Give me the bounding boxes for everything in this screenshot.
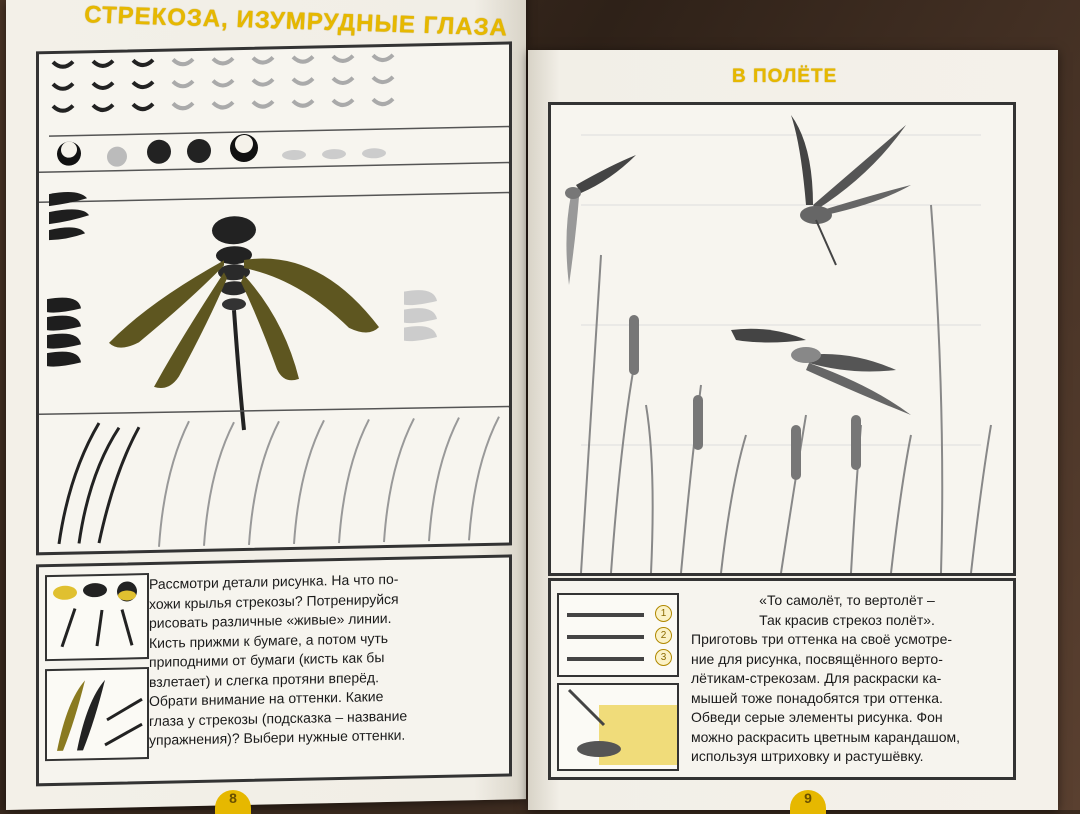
quote-line: Так красив стрекоз полёт». (759, 611, 935, 628)
practice-stroke (293, 79, 313, 84)
text-line: Приготовь три оттенка на своё усмотре- (691, 631, 953, 647)
text-line: Обведи серые элементы рисунка. Фон (691, 709, 943, 725)
dragonflies-reeds-illustration (551, 105, 1013, 573)
grass-strokes (59, 422, 139, 544)
shade-number-3: 3 (655, 649, 672, 666)
practice-stroke (93, 105, 113, 110)
practice-stroke (253, 101, 273, 106)
left-page-number (215, 790, 251, 814)
text-line: приподними от бумаги (кисть как бы (149, 649, 385, 671)
practice-stroke (173, 81, 193, 86)
practice-stroke (333, 78, 353, 83)
practice-stroke (53, 106, 73, 111)
text-line: используя штриховку и растушёвку. (691, 748, 924, 764)
practice-stroke (333, 56, 353, 61)
eye-circles (57, 131, 386, 168)
shade-number-2: 2 (655, 627, 672, 644)
practice-stroke (133, 104, 153, 109)
practice-stroke (53, 62, 73, 67)
right-page-title: В ПОЛЁТЕ (732, 66, 838, 87)
stroke-rows (53, 55, 393, 111)
left-page (6, 0, 526, 810)
practice-stroke (373, 99, 393, 104)
text-line: рисовать различные «живые» линии. (149, 609, 392, 632)
right-thumbnails (557, 593, 679, 769)
practice-stroke (173, 103, 193, 108)
left-page-number-text: 8 (229, 790, 237, 806)
practice-stroke (93, 83, 113, 88)
text-line: Обрати внимание на оттенки. Какие (149, 688, 384, 710)
dragonfly-middle (731, 329, 911, 415)
thumbnail-eyes-brushes (45, 573, 149, 661)
text-line: мышей тоже понадобятся три оттенка. (691, 689, 943, 706)
reeds (581, 205, 991, 573)
text-line: Рассмотри детали рисунка. На что по- (149, 570, 399, 593)
practice-stroke (93, 61, 113, 66)
practice-stroke (213, 102, 233, 107)
right-page-number-text: 9 (804, 790, 812, 806)
left-instruction-text (149, 568, 499, 751)
text-line: глаза у стрекозы (подсказка – название (149, 707, 408, 729)
thumbnail-wing-brushes (45, 667, 149, 761)
right-instruction-box (548, 578, 1016, 780)
shade-number-1: 1 (655, 605, 672, 622)
text-line: хожи крылья стрекозы? Потренируйся (149, 590, 399, 612)
dragonfly-drawing (109, 213, 379, 433)
practice-stroke (253, 79, 273, 84)
left-illustration-frame (36, 41, 512, 555)
tapered-strokes (47, 192, 89, 367)
text-line: взлетает) и слегка протяни вперёд. (149, 668, 379, 690)
text-line: лётикам-стрекозам. Для раскраски ка- (691, 670, 942, 686)
left-page-title: СТРЕКОЗА, ИЗУМРУДНЫЕ ГЛАЗА (83, 1, 509, 42)
dragonfly-top-right (791, 115, 911, 265)
practice-stroke (293, 101, 313, 106)
quote-line: «То самолёт, то вертолёт – (759, 592, 935, 608)
text-line: упражнения)? Выбери нужные оттенки. (149, 726, 406, 749)
text-line: можно раскрасить цветным карандашом, (691, 728, 961, 745)
left-instruction-box (36, 554, 512, 786)
practice-stroke (53, 84, 73, 89)
right-illustration-frame (548, 102, 1016, 576)
text-line: ние для рисунка, посвящённого верто- (691, 650, 943, 667)
brush-exercise-illustration (39, 44, 509, 552)
thumbnail-coloring-example (557, 683, 679, 771)
practice-stroke (333, 100, 353, 105)
left-thumbnails (45, 573, 145, 765)
thumbnail-three-brushes (557, 593, 679, 677)
right-instruction-text (691, 591, 1003, 767)
practice-stroke (373, 77, 393, 82)
practice-stroke (173, 59, 193, 64)
practice-stroke (253, 57, 273, 62)
text-line: Кисть прижми к бумаге, а потом чуть (149, 629, 389, 651)
practice-stroke (293, 57, 313, 62)
practice-stroke (213, 58, 233, 63)
practice-stroke (373, 55, 393, 60)
practice-stroke (133, 60, 153, 65)
practice-stroke (133, 82, 153, 87)
practice-stroke (213, 80, 233, 85)
right-page-number (790, 790, 826, 814)
